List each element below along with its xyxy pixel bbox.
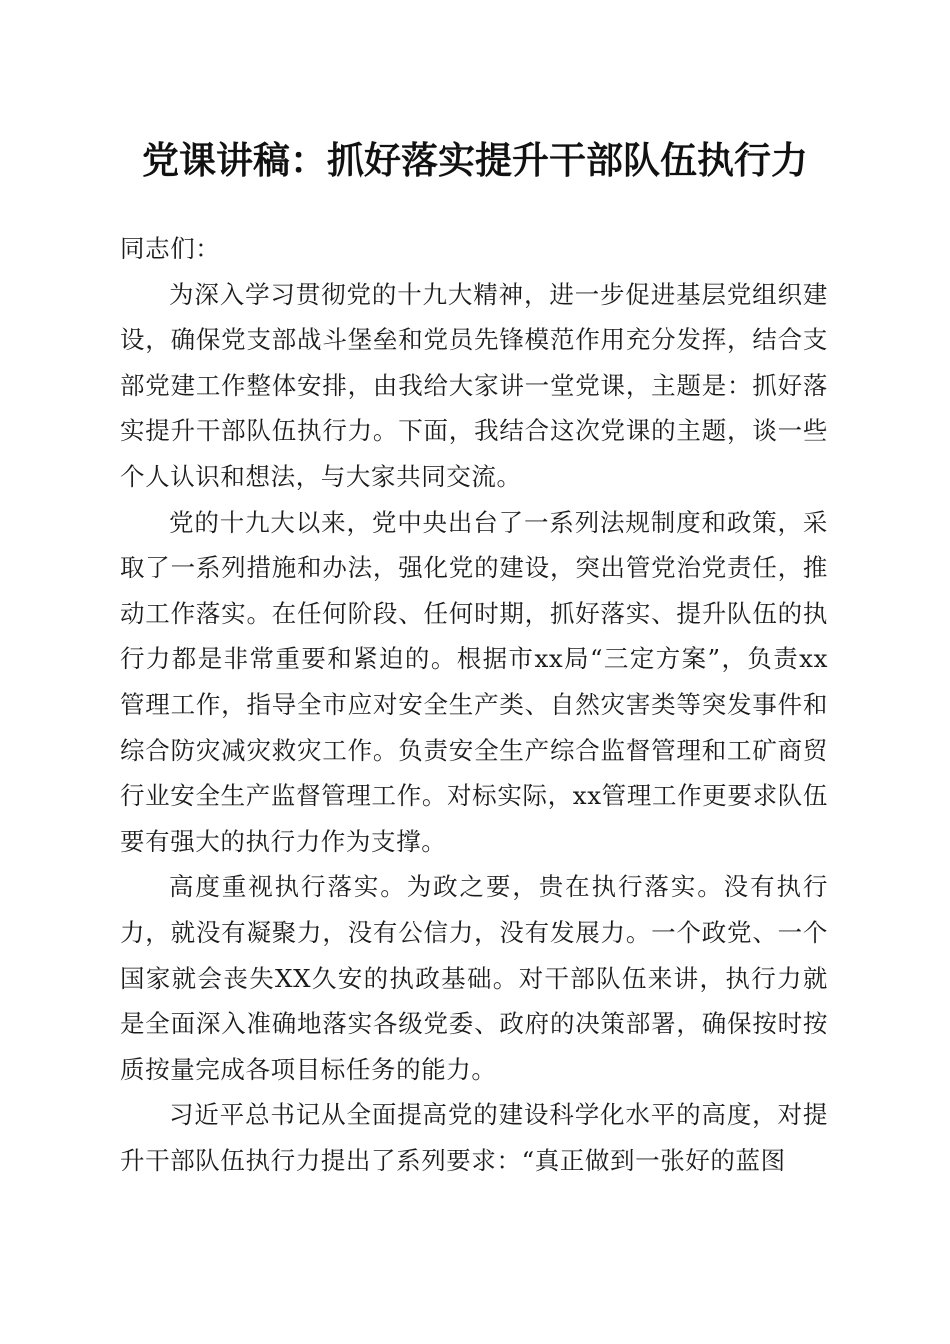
paragraph-4: 习近平总书记从全面提高党的建设科学化水平的高度，对提升干部队伍执行力提出了系列要求：“真正做到一张好的蓝图 (120, 1100, 828, 1175)
paragraph-3: 高度重视执行落实。为政之要，贵在执行落实。没有执行力，就没有凝聚力，没有公信力，没有发展力。一个政党、一个国家就会丧失XX久安的执政基础。对干部队伍来讲，执行力就是全面深入准确地落实各级党委、政府的决策部署，确保按时按质按量完成各项目标任务的能力。 (120, 872, 828, 1084)
document-title: 党课讲稿：抓好落实提升干部队伍执行力 (142, 138, 808, 182)
paragraph-2: 党的十九大以来，党中央出台了一系列法规制度和政策，采取了一系列措施和办法，强化党的建设，突出管党治党责任，推动工作落实。在任何阶段、任何时期，抓好落实、提升队伍的执行力都是非常重要和紧迫的。根据市xx局“三定方案”，负责xx管理工作，指导全市应对安全生产类、自然灾害类等突发事件和综合防灾减灾救灾工作。负责安全生产综合监督管理和工矿商贸行业安全生产监督管理工作。对标实际，xx管理工作更要求队伍要有强大的执行力作为支撑。 (120, 507, 828, 856)
document-body (120, 226, 828, 1183)
paragraph-1: 为深入学习贯彻党的十九大精神，进一步促进基层党组织建设，确保党支部战斗堡垒和党员先锋模范作用充分发挥，结合支部党建工作整体安排，由我给大家讲一堂党课，主题是：抓好落实提升干部队伍执行力。下面，我结合这次党课的主题，谈一些个人认识和想法，与大家共同交流。 (120, 279, 828, 491)
salutation: 同志们： (120, 234, 221, 263)
